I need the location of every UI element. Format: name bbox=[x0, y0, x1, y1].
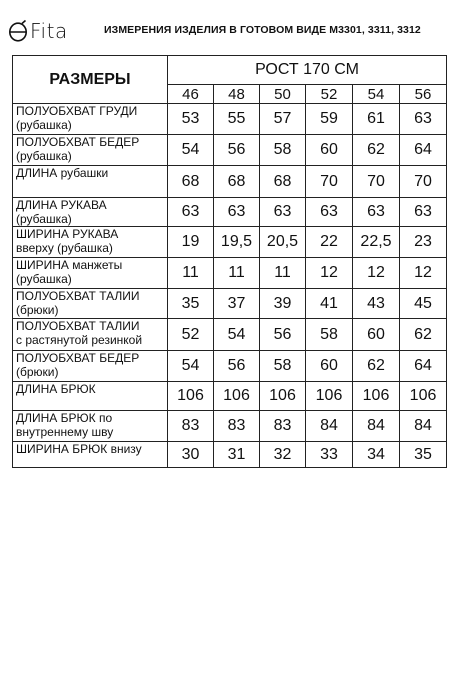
measurement-value: 22,5 bbox=[353, 227, 400, 258]
parameter-label bbox=[13, 289, 168, 319]
measurement-value: 23 bbox=[400, 227, 447, 258]
header-row-height bbox=[13, 56, 447, 85]
parameter-label bbox=[13, 166, 168, 198]
fita-logo-icon bbox=[8, 19, 28, 43]
table-row bbox=[13, 442, 447, 468]
measurement-value: 84 bbox=[400, 411, 447, 442]
parameter-label-line: вверху (рубашка) bbox=[16, 241, 113, 255]
measurement-value: 55 bbox=[214, 104, 260, 135]
table-row bbox=[13, 135, 447, 166]
measurement-value: 45 bbox=[400, 289, 447, 319]
parameter-label bbox=[13, 411, 168, 442]
measurement-value: 68 bbox=[168, 166, 214, 198]
size-column-header: 52 bbox=[306, 85, 353, 104]
measurement-value: 35 bbox=[168, 289, 214, 319]
measurement-value: 106 bbox=[353, 382, 400, 411]
measurement-value: 19,5 bbox=[214, 227, 260, 258]
measurement-value: 62 bbox=[400, 319, 447, 351]
table-row bbox=[13, 319, 447, 351]
measurement-value: 106 bbox=[168, 382, 214, 411]
measurement-value: 12 bbox=[306, 258, 353, 289]
measurement-value: 12 bbox=[353, 258, 400, 289]
parameter-label bbox=[13, 319, 168, 351]
measurement-value: 63 bbox=[306, 198, 353, 227]
measurement-value: 58 bbox=[260, 351, 306, 382]
measurement-value: 34 bbox=[353, 442, 400, 468]
document-title: ИЗМЕРЕНИЯ ИЗДЕЛИЯ В ГОТОВОМ ВИДЕ М3301, 3311, 3312 bbox=[104, 24, 421, 36]
measurement-value: 57 bbox=[260, 104, 306, 135]
header bbox=[8, 18, 456, 46]
measurement-value: 59 bbox=[306, 104, 353, 135]
parameter-label-line: (рубашка) bbox=[16, 149, 72, 163]
measurement-value: 68 bbox=[260, 166, 306, 198]
measurement-value: 70 bbox=[306, 166, 353, 198]
measurement-value: 35 bbox=[400, 442, 447, 468]
measurement-value: 62 bbox=[353, 351, 400, 382]
measurement-value: 22 bbox=[306, 227, 353, 258]
size-column-header: 48 bbox=[214, 85, 260, 104]
parameter-label-line: ПОЛУОБХВАТ ТАЛИИ bbox=[16, 319, 140, 333]
brand-logo bbox=[8, 18, 68, 44]
parameter-label bbox=[13, 104, 168, 135]
measurement-value: 37 bbox=[214, 289, 260, 319]
measurement-value: 63 bbox=[214, 198, 260, 227]
measurement-value: 19 bbox=[168, 227, 214, 258]
parameter-label bbox=[13, 258, 168, 289]
measurement-value: 33 bbox=[306, 442, 353, 468]
measurement-value: 20,5 bbox=[260, 227, 306, 258]
parameter-label-line: с растянутой резинкой bbox=[16, 333, 143, 347]
parameter-label-line: внутреннему шву bbox=[16, 425, 114, 439]
measurement-value: 106 bbox=[400, 382, 447, 411]
measurement-value: 106 bbox=[306, 382, 353, 411]
table-row bbox=[13, 411, 447, 442]
parameter-label-line: ШИРИНА манжеты bbox=[16, 258, 123, 272]
sizes-header: РАЗМЕРЫ bbox=[13, 56, 168, 104]
table-row bbox=[13, 227, 447, 258]
parameter-label-line: (брюки) bbox=[16, 365, 59, 379]
parameter-label-line: (брюки) bbox=[16, 303, 59, 317]
measurement-value: 70 bbox=[353, 166, 400, 198]
measurement-value: 54 bbox=[168, 351, 214, 382]
parameter-label-line: ДЛИНА РУКАВА bbox=[16, 198, 107, 212]
table-row bbox=[13, 104, 447, 135]
parameter-label-line: ШИРИНА РУКАВА bbox=[16, 227, 119, 241]
measurement-value: 64 bbox=[400, 135, 447, 166]
parameter-label-line: ПОЛУОБХВАТ БЕДЕР bbox=[16, 351, 140, 365]
parameter-label bbox=[13, 198, 168, 227]
measurement-value: 106 bbox=[214, 382, 260, 411]
parameter-label-line: ШИРИНА БРЮК внизу bbox=[16, 442, 142, 456]
measurement-value: 64 bbox=[400, 351, 447, 382]
measurement-value: 63 bbox=[400, 104, 447, 135]
measurement-value: 84 bbox=[306, 411, 353, 442]
measurement-value: 32 bbox=[260, 442, 306, 468]
measurement-value: 83 bbox=[168, 411, 214, 442]
measurement-value: 60 bbox=[306, 351, 353, 382]
measurement-value: 62 bbox=[353, 135, 400, 166]
table-row bbox=[13, 289, 447, 319]
parameter-label-line: ДЛИНА БРЮК по bbox=[16, 411, 113, 425]
parameter-label bbox=[13, 227, 168, 258]
measurement-value: 58 bbox=[260, 135, 306, 166]
parameter-label bbox=[13, 135, 168, 166]
parameter-label-line: ПОЛУОБХВАТ ТАЛИИ bbox=[16, 289, 140, 303]
measurement-value: 83 bbox=[214, 411, 260, 442]
measurement-value: 63 bbox=[353, 198, 400, 227]
parameter-label bbox=[13, 351, 168, 382]
measurement-value: 54 bbox=[214, 319, 260, 351]
measurement-value: 60 bbox=[306, 135, 353, 166]
measurement-value: 61 bbox=[353, 104, 400, 135]
table-row bbox=[13, 198, 447, 227]
size-column-header: 54 bbox=[353, 85, 400, 104]
size-column-header: 56 bbox=[400, 85, 447, 104]
measurement-value: 106 bbox=[260, 382, 306, 411]
measurement-value: 11 bbox=[168, 258, 214, 289]
parameter-label-line: ПОЛУОБХВАТ БЕДЕР bbox=[16, 135, 140, 149]
measurement-value: 63 bbox=[168, 198, 214, 227]
measurement-value: 53 bbox=[168, 104, 214, 135]
parameter-label-line: (рубашка) bbox=[16, 118, 72, 132]
measurement-value: 41 bbox=[306, 289, 353, 319]
parameter-label bbox=[13, 442, 168, 468]
measurement-value: 68 bbox=[214, 166, 260, 198]
parameter-label-line: ПОЛУОБХВАТ ГРУДИ bbox=[16, 104, 138, 118]
table-row bbox=[13, 258, 447, 289]
parameter-label-line: (рубашка) bbox=[16, 212, 72, 226]
table-row bbox=[13, 382, 447, 411]
measurement-value: 31 bbox=[214, 442, 260, 468]
measurement-value: 43 bbox=[353, 289, 400, 319]
parameter-label-line: ДЛИНА БРЮК bbox=[16, 382, 96, 396]
size-chart-table bbox=[12, 55, 447, 468]
parameter-label bbox=[13, 382, 168, 411]
measurement-value: 84 bbox=[353, 411, 400, 442]
parameter-label-line: (рубашка) bbox=[16, 272, 72, 286]
measurement-value: 11 bbox=[260, 258, 306, 289]
parameter-label-line: ДЛИНА рубашки bbox=[16, 166, 109, 180]
measurement-value: 60 bbox=[353, 319, 400, 351]
measurement-value: 70 bbox=[400, 166, 447, 198]
height-header: РОСТ 170 СМ bbox=[168, 56, 447, 85]
measurement-value: 63 bbox=[260, 198, 306, 227]
measurement-value: 39 bbox=[260, 289, 306, 319]
measurement-value: 11 bbox=[214, 258, 260, 289]
measurement-value: 30 bbox=[168, 442, 214, 468]
measurement-value: 56 bbox=[214, 351, 260, 382]
measurement-value: 63 bbox=[400, 198, 447, 227]
table-row bbox=[13, 351, 447, 382]
logo-text: Fita bbox=[30, 19, 68, 43]
measurement-value: 56 bbox=[260, 319, 306, 351]
measurement-value: 54 bbox=[168, 135, 214, 166]
measurement-value: 83 bbox=[260, 411, 306, 442]
measurement-value: 12 bbox=[400, 258, 447, 289]
table-row bbox=[13, 166, 447, 198]
measurement-value: 56 bbox=[214, 135, 260, 166]
measurement-value: 58 bbox=[306, 319, 353, 351]
size-column-header: 46 bbox=[168, 85, 214, 104]
measurement-value: 52 bbox=[168, 319, 214, 351]
size-column-header: 50 bbox=[260, 85, 306, 104]
